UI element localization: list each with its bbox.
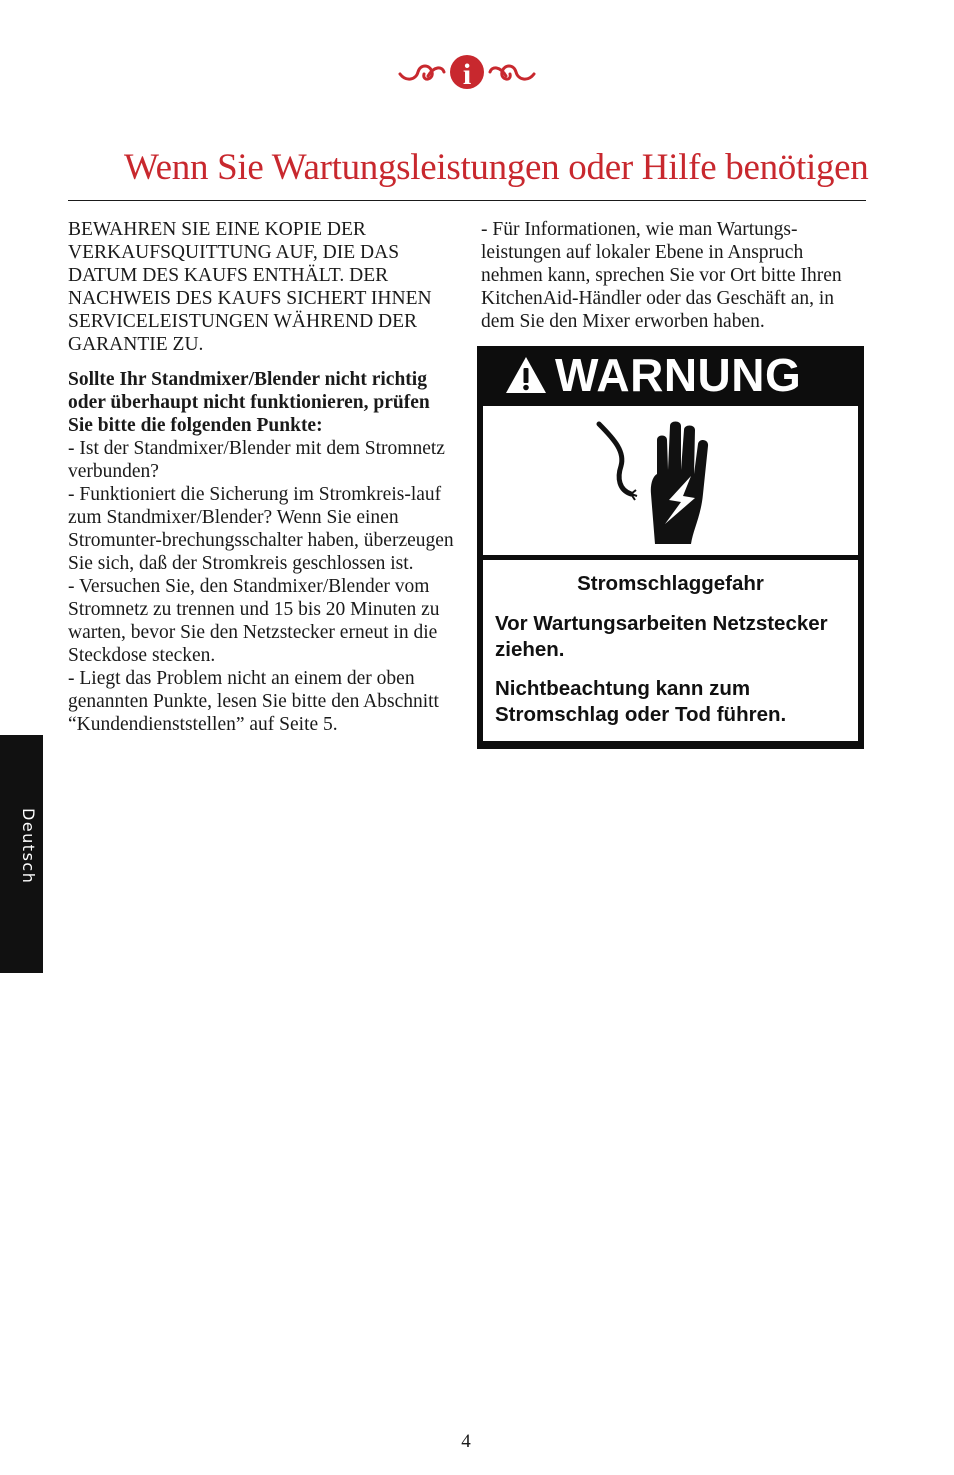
info-letter: i — [462, 58, 472, 91]
check-item-fuse: - Funktioniert die Sicherung im Stromkreis-lauf zum Standmixer/Blender? Wenn Sie einen Stromunter-brechungsschalter haben, überzeugen Sie sich, daß der Stromkreis geschlossen ist. — [68, 484, 454, 574]
check-item-power: - Ist der Standmixer/Blender mit dem Stromnetz verbunden? — [68, 438, 445, 482]
hazard-title: Stromschlaggefahr — [577, 572, 764, 595]
page-title: Wenn Sie Wartungsleistungen oder Hilfe benötigen — [124, 147, 869, 188]
warning-signal-word: WARNUNG — [555, 349, 802, 401]
info-ornament-icon — [392, 52, 542, 92]
right-column — [481, 218, 869, 333]
check-item-reset: - Versuchen Sie, den Standmixer/Blender vom Stromnetz zu trennen und 15 bis 20 Minuten zu warten, bevor Sie den Netzstecker erneut in die Steckdose stecken. — [68, 576, 440, 666]
troubleshooting-heading: Sollte Ihr Standmixer/Blender nicht richtig oder überhaupt nicht funktionieren, prüfen Sie bitte die folgenden Punkte: — [68, 369, 430, 436]
electric-shock-hand-icon — [595, 416, 745, 550]
check-item-service-reference: - Liegt das Problem nicht an einem der oben genannten Punkte, lesen Sie bitte den Abschnitt “Kundendienststellen” auf Seite 5. — [68, 668, 439, 735]
warning-triangle-icon — [504, 354, 548, 396]
language-tab-label: Deutsch — [19, 808, 38, 885]
hazard-text-panel — [483, 560, 858, 741]
receipt-notice: BEWAHREN SIE EINE KOPIE DER VERKAUFSQUITTUNG AUF, DIE DAS DATUM DES KAUFS ENTHÄLT. DER NACHWEIS DES KAUFS SICHERT IHNEN SERVICELEISTUNGEN WÄHREND DER GARANTIE ZU. — [68, 219, 432, 355]
warning-box — [477, 346, 864, 749]
left-column — [68, 218, 456, 736]
warning-header — [477, 346, 864, 404]
title-divider — [68, 200, 866, 201]
local-service-info: - Für Informationen, wie man Wartungs-leistungen auf lokaler Ebene in Anspruch nehmen kann, sprechen Sie vor Ort bitte Ihren KitchenAid-Händler oder das Geschäft an, in dem Sie den Mixer erworben haben. — [481, 219, 842, 332]
hazard-image-panel — [483, 406, 858, 555]
page-number: 4 — [461, 1431, 471, 1452]
hazard-instruction: Vor Wartungsarbeiten Netzstecker ziehen. — [495, 612, 828, 661]
hazard-consequence: Nichtbeachtung kann zum Stromschlag oder Tod führen. — [495, 677, 787, 726]
